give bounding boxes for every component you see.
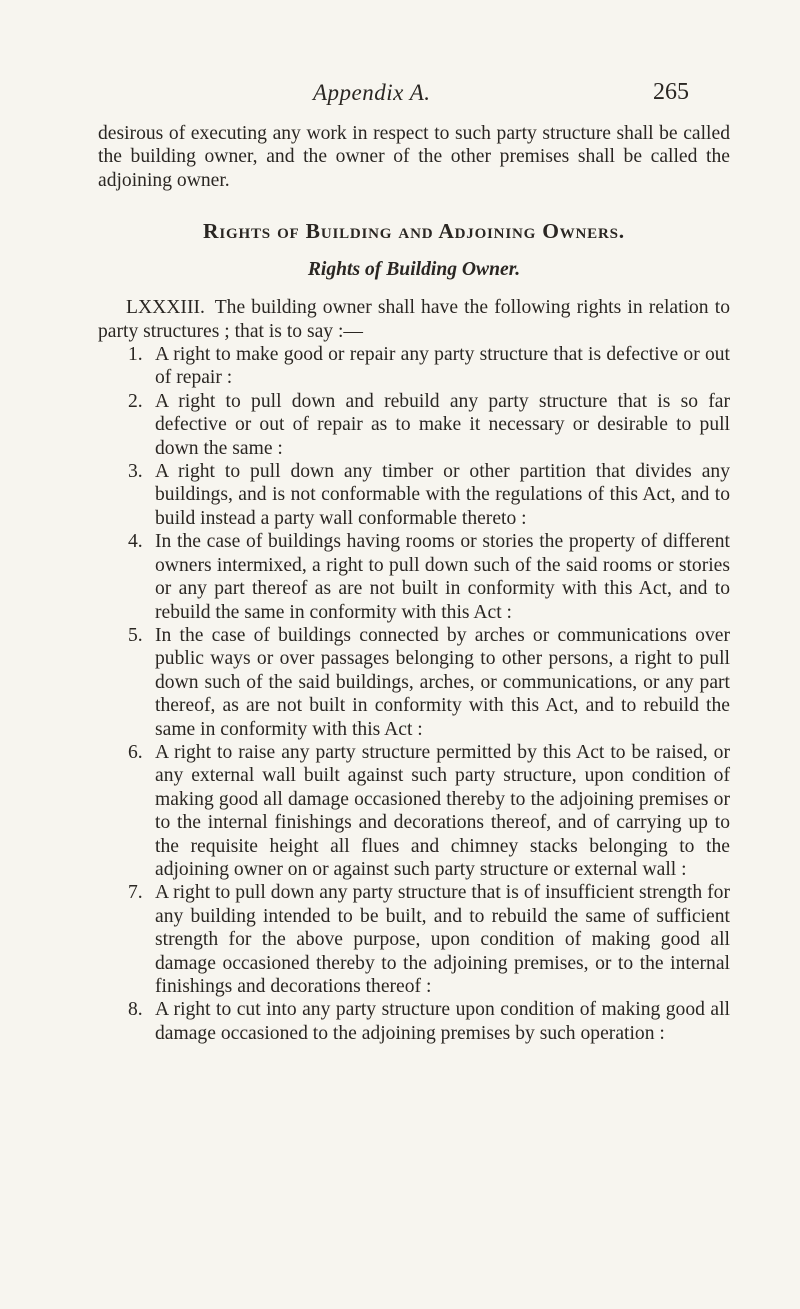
list-item <box>98 390 730 460</box>
list-item <box>98 530 730 624</box>
list-item <box>98 343 730 390</box>
list-item-number: 6. <box>128 741 143 763</box>
list-item-text: In the case of buildings connected by arches or communications over public ways or over passages belonging to other persons, a right to pull down such of the said buildings, arches, or communications, or any part thereof, as are not built in conformity with this Act, and to rebuild the same in conformity with this Act : <box>155 624 730 740</box>
list-item <box>98 998 730 1045</box>
list-item <box>98 741 730 881</box>
body-text <box>98 122 730 1045</box>
list-item <box>98 460 730 530</box>
list-item-number: 5. <box>128 624 143 646</box>
page-number: 265 <box>653 79 689 105</box>
section-paragraph <box>98 296 730 343</box>
section-subheading: Rights of Building Owner. <box>307 259 521 281</box>
section-number: LXXXIII. <box>126 297 205 319</box>
list-item-text: A right to pull down and rebuild any party structure that is so far defective or out of repair as to make it necessary or desirable to pull down the same : <box>155 390 730 459</box>
list-item-text: A right to make good or repair any party structure that is defective or out of repair : <box>155 344 730 389</box>
list-item-text: In the case of buildings having rooms or stories the property of different owners intermixed, a right to pull down such of the said rooms or stories or any part thereof as are not built in conformity with this Act, and to rebuild the same in conformity with this Act : <box>155 531 730 623</box>
section-heading: Rights of Building and Adjoining Owners. <box>203 219 625 244</box>
running-head <box>0 80 800 114</box>
list-item-number: 2. <box>128 390 143 412</box>
list-item <box>98 624 730 741</box>
list-item-text: A right to pull down any timber or other partition that divides any buildings, and is not conformable with the regulations of this Act, and to build instead a party wall conformable thereto : <box>155 461 730 529</box>
list-item-number: 7. <box>128 882 143 904</box>
section-text: The building owner shall have the following rights in relation to party structures ; that is to say :— <box>98 297 730 342</box>
running-title: Appendix A. <box>313 80 431 105</box>
list-item-text: A right to pull down any party structure that is of insufficient strength for any building intended to be built, and to rebuild the same of sufficient strength for the above purpose, upon condition of making good all damage occasioned thereby to the adjoining premises, or to the internal finishings and decorations thereof : <box>155 882 730 997</box>
list-item <box>98 881 730 998</box>
list-item-number: 3. <box>128 461 143 483</box>
list-item-text: A right to cut into any party structure upon condition of making good all damage occasioned to the adjoining premises by such operation : <box>155 999 730 1044</box>
list-item-number: 8. <box>128 999 143 1021</box>
rights-list <box>98 343 730 1045</box>
list-item-number: 1. <box>128 344 143 366</box>
list-item-text: A right to raise any party structure permitted by this Act to be raised, or any external wall built against such party structure, upon condition of making good all damage occasioned thereby to the adjoining premises or to the internal finishings and decorations thereof, and of carrying up to the requisite height all flues and chimney stacks belonging to the adjoining owner on or against such party structure or external wall : <box>155 741 730 880</box>
opening-paragraph: desirous of executing any work in respect to such party structure shall be called the building owner, and the owner of the other premises shall be called the adjoining owner. <box>98 123 730 191</box>
list-item-number: 4. <box>128 531 143 553</box>
